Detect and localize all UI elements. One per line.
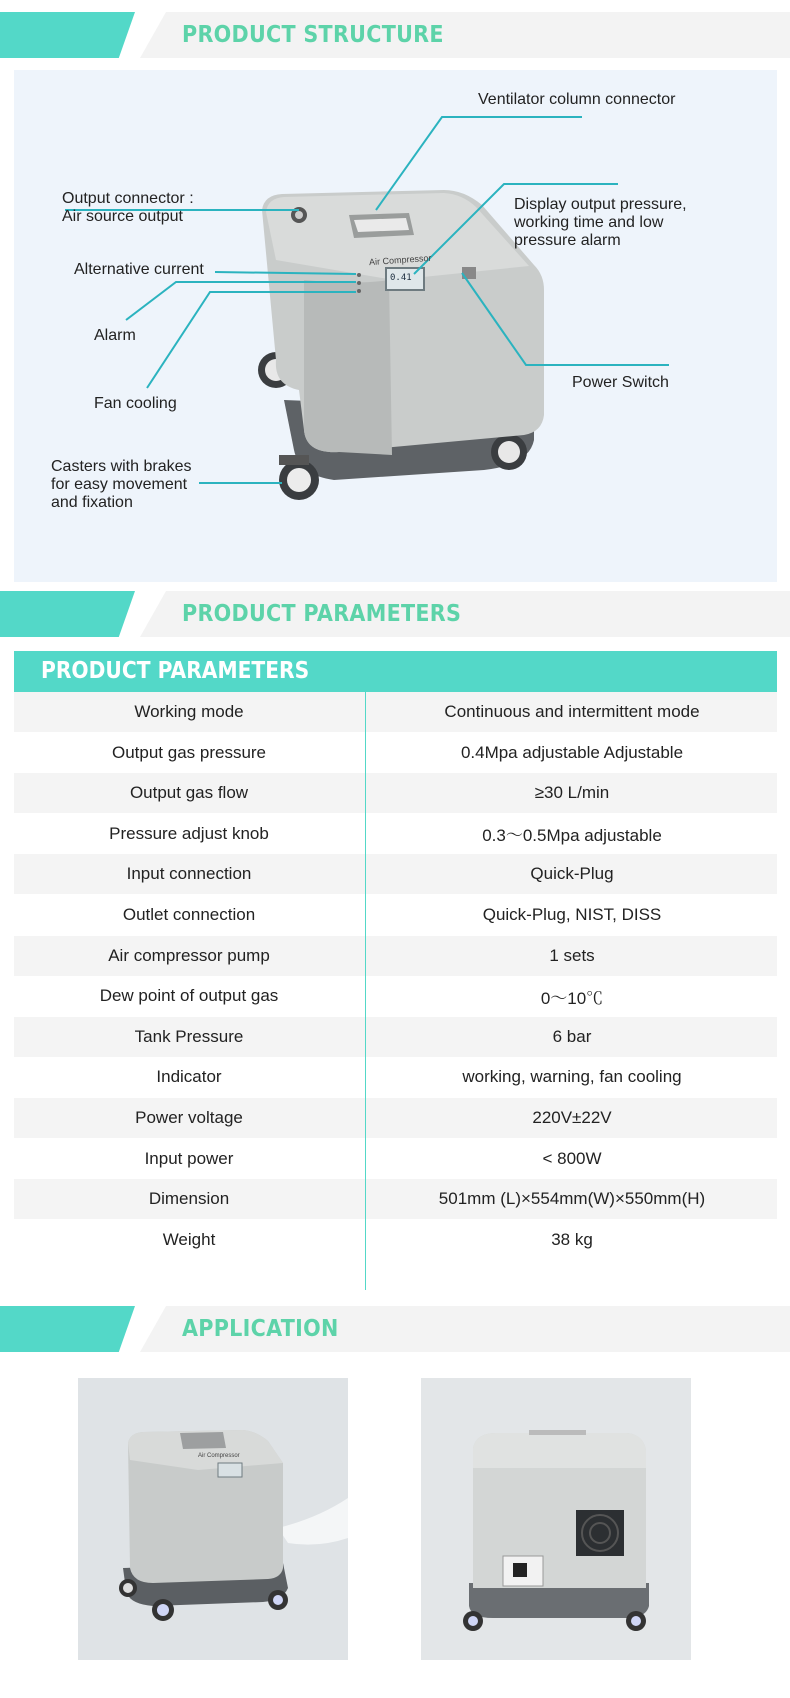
section-title-application: APPLICATION [182, 1316, 339, 1342]
header-accent-tab [0, 12, 135, 58]
parameter-name: Input connection [126, 864, 252, 884]
parameter-value: ≥30 L/min [534, 783, 610, 803]
parameter-name: Working mode [134, 702, 244, 721]
application-photo-back [421, 1378, 691, 1660]
parameter-value: Quick-Plug, NIST, DISS [482, 905, 662, 924]
table-row [14, 1057, 777, 1097]
label-alarm: Alarm [94, 327, 136, 344]
parameter-value: 0～10℃ [540, 988, 604, 1008]
label-casters: Casters with brakes for easy movement and fixation [51, 458, 192, 511]
photo-back-illustration [421, 1378, 691, 1660]
parameter-value: 38 kg [551, 1229, 593, 1249]
table-row [14, 1139, 777, 1179]
parameter-value: 501mm (L)×554mm(W)×550mm(H) [438, 1189, 706, 1209]
parameter-name: Output gas pressure [111, 742, 267, 762]
label-display: Display output pressure, working time and low pressure alarm [514, 196, 687, 249]
parameters-table-title: PRODUCT PARAMETERS [41, 658, 310, 684]
parameter-name: Tank Pressure [134, 1026, 244, 1046]
parameter-value: < 800W [542, 1148, 602, 1168]
photo-device-label: Air Compressor [198, 1453, 240, 1459]
parameters-table-header [14, 651, 777, 692]
table-row [14, 976, 777, 1016]
table-row [14, 1179, 777, 1219]
table-row [14, 814, 777, 854]
parameter-name: Pressure adjust knob [109, 823, 269, 843]
parameter-value: 1 sets [549, 945, 595, 965]
parameter-name: Outlet connection [122, 905, 256, 924]
parameter-name: Dew point of output gas [99, 986, 279, 1006]
parameter-value: Quick-Plug [530, 864, 614, 884]
parameter-name: Air compressor pump [108, 945, 270, 965]
table-row [14, 1017, 777, 1057]
device-brand-label: Air Compressor [368, 252, 432, 268]
section-title-parameters: PRODUCT PARAMETERS [182, 601, 462, 627]
table-row [14, 773, 777, 813]
label-output-connector: Output connector : Air source output [62, 190, 194, 225]
table-row [14, 692, 777, 732]
table-row [14, 895, 777, 935]
parameter-name: Dimension [148, 1189, 230, 1209]
label-power-switch: Power Switch [572, 374, 669, 391]
parameters-table [14, 651, 777, 1291]
product-structure-diagram [14, 70, 777, 582]
table-row [14, 1098, 777, 1138]
table-row [14, 1220, 777, 1260]
section-header-application [0, 1306, 790, 1352]
parameter-name: Output gas flow [129, 783, 249, 803]
photo-front-illustration [78, 1378, 348, 1660]
parameter-name: Input power [144, 1148, 234, 1168]
section-title-structure: PRODUCT STRUCTURE [182, 22, 444, 48]
parameter-name: Weight [162, 1229, 216, 1249]
section-header-parameters [0, 591, 790, 637]
table-row [14, 936, 777, 976]
label-ventilator-connector: Ventilator column connector [478, 91, 676, 108]
application-photo-front [78, 1378, 348, 1660]
header-accent-tab [0, 1306, 135, 1352]
parameter-value: 220V±22V [532, 1108, 612, 1127]
label-alternative-current: Alternative current [74, 261, 204, 278]
parameter-name: Indicator [156, 1067, 222, 1087]
device-display-readout: 0.41 [390, 273, 412, 283]
parameter-value: 0.4Mpa adjustable Adjustable [460, 742, 684, 762]
header-accent-tab [0, 591, 135, 637]
section-header-structure [0, 12, 790, 58]
parameter-name: Power voltage [135, 1108, 243, 1127]
parameter-value: Continuous and intermittent mode [444, 702, 700, 721]
table-row [14, 733, 777, 773]
label-fan-cooling: Fan cooling [94, 395, 177, 412]
column-divider [365, 692, 366, 1290]
parameter-value: 0.3～0.5Mpa adjustable [482, 826, 662, 846]
parameter-value: working, warning, fan cooling [462, 1067, 682, 1087]
table-row [14, 854, 777, 894]
parameter-value: 6 bar [552, 1026, 592, 1046]
